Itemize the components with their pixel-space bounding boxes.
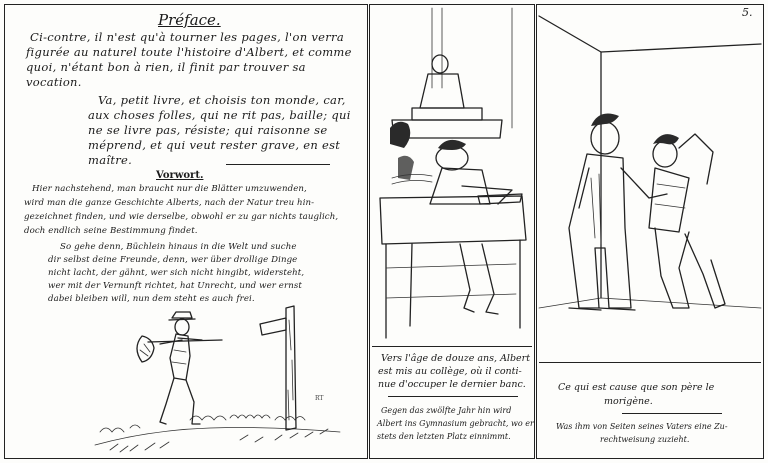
text-line: Hier nachstehend, man braucht nur die Blätter umzuwenden, (32, 184, 307, 194)
text-line: quoi, n'étant bon à rien, il finit par trouver sa (26, 60, 306, 74)
artist-monogram-icon: RT (315, 395, 324, 402)
traveler-illustration (90, 300, 350, 458)
caption-line: Albert ins Gymnasium gebracht, wo er (377, 419, 534, 428)
caption-line: Gegen das zwölfte Jahr hin wird (381, 406, 512, 415)
text-line: wer mit der Vernunft richtet, hat Unrecht, und wer ernst (48, 281, 302, 291)
caption-line: Was ihm von Seiten seines Vaters eine Zu- (556, 422, 728, 431)
caption-line: morigène. (604, 396, 653, 407)
section-divider (226, 164, 330, 165)
caption-divider (388, 396, 518, 397)
text-line: So gehe denn, Büchlein hinaus in die Welt und suche (60, 242, 297, 252)
text-line: doch endlich seine Bestimmung findet. (24, 226, 198, 236)
vorwort-title: Vorwort. (156, 170, 204, 181)
page-number: 5. (742, 6, 753, 19)
text-line: dir selbst deine Freunde, denn, wer über drollige Dinge (48, 255, 298, 265)
text-line: vocation. (26, 75, 82, 89)
caption-line: nue d'occuper le dernier banc. (378, 379, 526, 390)
text-line: wird man die ganze Geschichte Alberts, nach der Natur treu hin- (24, 198, 315, 208)
text-line: Ci-contre, il n'est qu'à tourner les pages, l'on verra (30, 30, 345, 44)
text-line: méprend, et qui veut rester grave, en est (88, 138, 341, 152)
text-line: aux choses folles, qui ne rit pas, baille; qui (88, 108, 351, 122)
caption-top-rule (372, 346, 532, 347)
text-line: figurée au naturel toute l'histoire d'Albert, et comme (26, 45, 352, 59)
text-line: dabei bleiben will, nun dem steht es auch frei. (48, 294, 255, 304)
caption-line: rechtweisung zuzieht. (600, 435, 690, 444)
caption-line: est mis au collège, où il conti- (378, 366, 522, 377)
preface-title: Préface. (158, 11, 221, 29)
father-scene-illustration (539, 8, 761, 364)
caption-top-rule (539, 362, 761, 363)
text-line: Va, petit livre, et choisis ton monde, car, (98, 93, 346, 107)
caption-line: Ce qui est cause que son père le (558, 382, 715, 393)
caption-line: stets den letzten Platz einnimmt. (377, 432, 511, 441)
text-line: ne se livre pas, résiste; qui raisonne se (88, 123, 328, 137)
caption-line: Vers l'âge de douze ans, Albert (381, 353, 531, 364)
school-scene-illustration (372, 8, 532, 348)
text-line: maître. (88, 153, 133, 167)
caption-divider (622, 413, 722, 414)
text-line: nicht lacht, der gähnt, wer sich nicht hingibt, widersteht, (48, 268, 305, 278)
text-line: gezeichnet finden, und wie derselbe, obwohl er zu gar nichts tauglich, (24, 212, 339, 222)
